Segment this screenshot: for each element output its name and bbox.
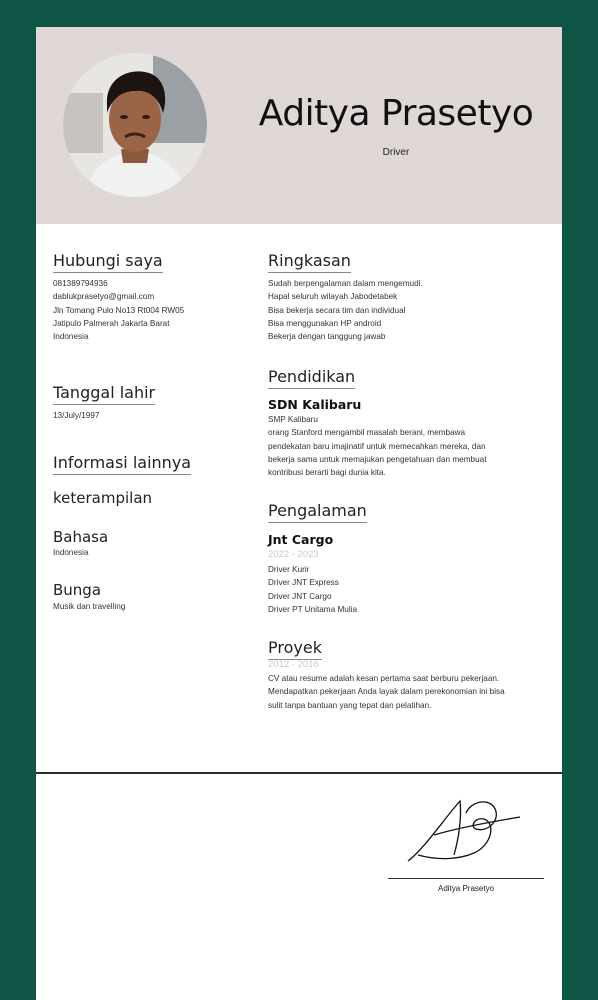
experience-line: Driver PT Unitama Mulia xyxy=(268,604,358,614)
experience-line: Driver JNT Cargo xyxy=(268,591,332,601)
education-line: kontribusi berarti bagi dunia kita. xyxy=(268,468,386,478)
project-line: Mendapatkan pekerjaan Anda layak dalam perekonomian ini bisa xyxy=(268,687,505,697)
experience-title: Pengalaman xyxy=(268,501,367,523)
summary-line: Hapal seluruh wilayah Jabodetabek xyxy=(268,292,398,302)
applicant-name: Aditya Prasetyo xyxy=(258,93,534,134)
experience-company: Jnt Cargo xyxy=(268,532,334,547)
contact-address-2: Jatipulo Palmerah Jakarta Barat xyxy=(53,318,170,328)
hobby-label: Bunga xyxy=(53,581,102,599)
experience-period: 2022 - 2023 xyxy=(268,549,319,560)
project-period: 2012 - 2016 xyxy=(268,659,319,670)
project-lines xyxy=(268,672,505,712)
hobby-value: Musik dan travelling xyxy=(53,602,126,611)
education-line: pendekatan baru imajinatif untuk memecahkan mereka, dan xyxy=(268,441,486,451)
experience-line: Driver JNT Express xyxy=(268,578,339,588)
summary-lines xyxy=(268,277,423,343)
education-line: SMP Kalibaru xyxy=(268,415,318,424)
education-line: orang Stanford mengambil masalah berani, membawa xyxy=(268,428,466,438)
contact-address-1: Jln Tomang Pulo No13 Rt004 RW05 xyxy=(53,305,185,315)
experience-lines xyxy=(268,563,357,616)
education-lines xyxy=(268,413,486,479)
summary-line: Bisa menggunakan HP android xyxy=(268,318,382,328)
profile-photo-illustration xyxy=(63,53,207,197)
profile-photo xyxy=(63,53,207,197)
language-value: Indonesia xyxy=(53,548,89,557)
experience-line: Driver Kurir xyxy=(268,565,310,574)
education-line: bekerja sama untuk memajukan pengetahuan dan membuat xyxy=(268,454,487,464)
contact-title: Hubungi saya xyxy=(53,251,163,273)
signature-icon xyxy=(404,789,534,869)
section-divider xyxy=(36,772,562,774)
project-line: CV atau resume adalah kesan pertama saat berburu pekerjaan. xyxy=(268,674,500,683)
birth-title: Tanggal lahir xyxy=(53,383,155,405)
contact-email: dablukprasetyo@gmail.com xyxy=(53,292,155,302)
project-title: Proyek xyxy=(268,638,322,660)
resume-header xyxy=(36,27,562,224)
resume-page xyxy=(36,27,562,1000)
language-label: Bahasa xyxy=(53,528,109,546)
other-info-title: Informasi lainnya xyxy=(53,453,191,475)
project-line: sulit tanpa bantuan yang tepat dan pelatihan. xyxy=(268,700,432,710)
summary-line: Sudah berpengalaman dalam mengemudi. xyxy=(268,279,423,288)
summary-line: Bisa bekerja secara tim dan individual xyxy=(268,305,406,315)
education-title: Pendidikan xyxy=(268,367,355,389)
skills-label: keterampilan xyxy=(53,489,153,507)
signature-line xyxy=(388,878,544,879)
birth-date: 13/July/1997 xyxy=(53,411,100,420)
applicant-role: Driver xyxy=(382,147,410,158)
contact-details xyxy=(53,277,184,343)
education-school: SDN Kalibaru xyxy=(268,397,362,412)
signature-name: Aditya Prasetyo xyxy=(437,884,495,893)
contact-country: Indonesia xyxy=(53,332,89,342)
summary-line: Bekerja dengan tanggung jawab xyxy=(268,332,386,342)
contact-phone: 081389794936 xyxy=(53,279,108,288)
summary-title: Ringkasan xyxy=(268,251,351,273)
